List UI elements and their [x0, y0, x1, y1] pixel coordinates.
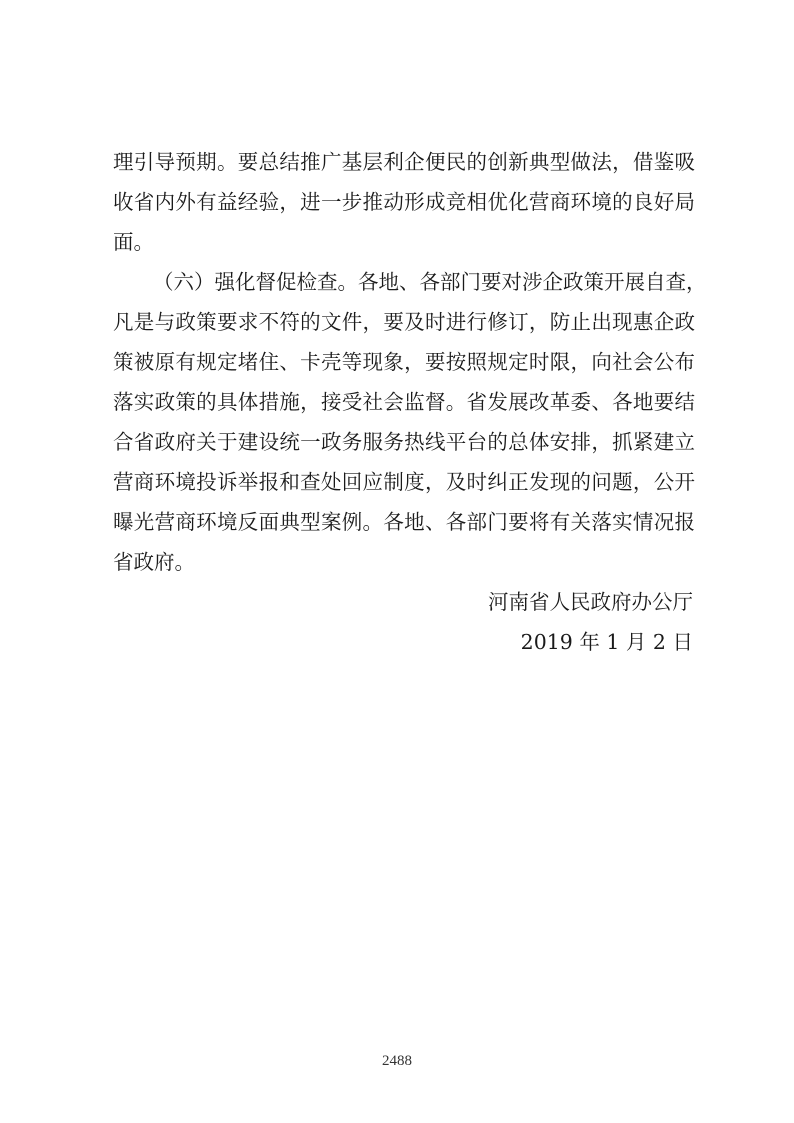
body-text-line: 曝光营商环境反面典型案例。各地、各部门要将有关落实情况报 [113, 510, 695, 534]
page-number: 2488 [382, 1053, 412, 1069]
body-text-line: 面。 [113, 230, 154, 254]
body-text-line: 理引导预期。要总结推广基层利企便民的创新典型做法，借鉴吸 [113, 150, 695, 174]
issuing-authority: 河南省人民政府办公厅 [488, 590, 693, 614]
issue-date: 2019 年 1 月 2 日 [520, 630, 693, 654]
section-heading-line: （六）强化督促检查。各地、各部门要对涉企政策开展自查， [153, 270, 707, 294]
body-text-line: 营商环境投诉举报和查处回应制度，及时纠正发现的问题，公开 [113, 470, 695, 494]
body-text-line: 落实政策的具体措施，接受社会监督。省发展改革委、各地要结 [113, 390, 695, 414]
body-text-line: 合省政府关于建设统一政务服务热线平台的总体安排，抓紧建立 [113, 430, 695, 454]
body-text-line: 省政府。 [113, 550, 195, 574]
body-text-line: 收省内外有益经验，进一步推动形成竞相优化营商环境的良好局 [113, 190, 695, 214]
body-text-line: 凡是与政策要求不符的文件，要及时进行修订，防止出现惠企政 [113, 310, 695, 334]
body-text-line: 策被原有规定堵住、卡壳等现象，要按照规定时限，向社会公布 [113, 350, 695, 374]
